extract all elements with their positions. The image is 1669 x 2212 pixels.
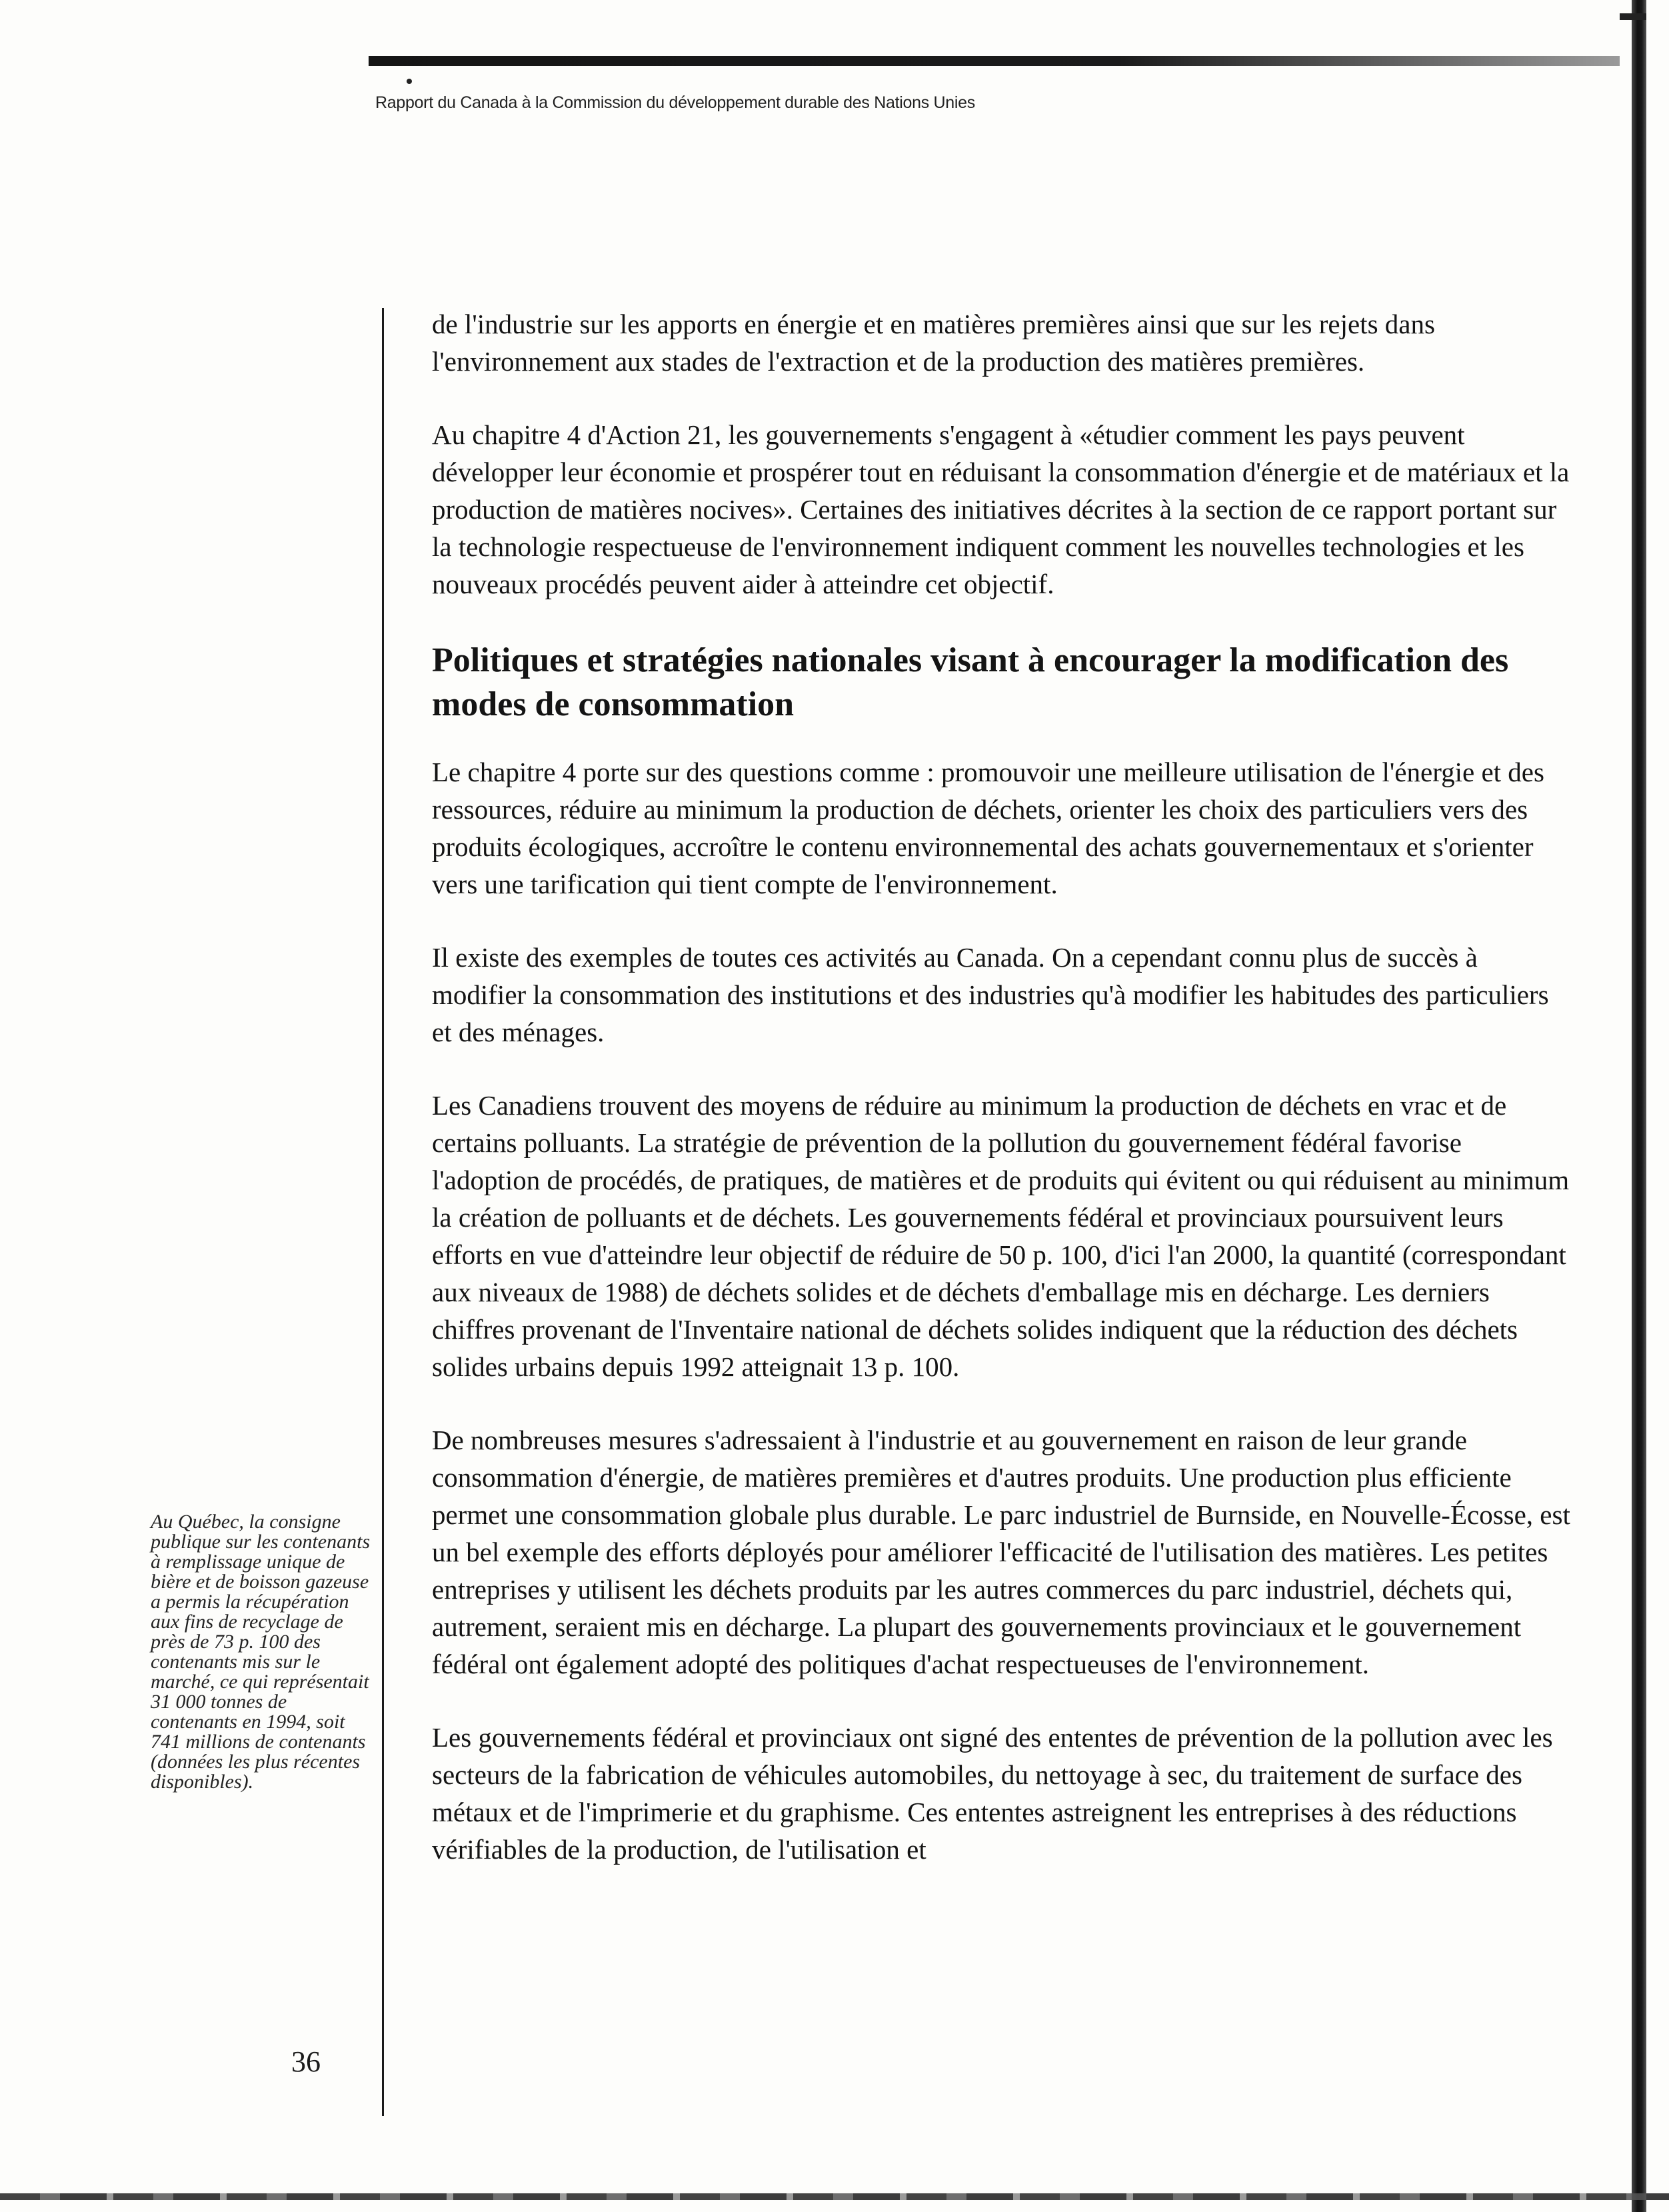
body-paragraph: Au chapitre 4 d'Action 21, les gouvernements s'engagent à «étudier comment les pays peuvent développer leur économie et prospérer tout en réduisant la consommation d'énergie et de matériaux et la production de matières nocives». Certaines des initiatives décrites à la section de ce rapport portant sur la technologie respectueuse de l'environnement indiquent comment les nouvelles technologies et les nouveaux procédés peuvent aider à atteindre cet objectif. <box>432 419 1570 599</box>
page-number: 36 <box>291 2045 321 2078</box>
main-text-column <box>432 305 1572 1904</box>
body-paragraph: Il existe des exemples de toutes ces activités au Canada. On a cependant connu plus de succès à modifier la consommation des institutions et des industries qu'à modifier les habitudes des particuliers et des ménages. <box>432 942 1549 1047</box>
header-rule <box>369 56 1620 66</box>
page-edge-hook <box>1620 13 1646 20</box>
body-paragraph: Les gouvernements fédéral et provinciaux ont signé des ententes de prévention de la pollution avec les secteurs de la fabrication de véhicules automobiles, du nettoyage à sec, du traitement de surface des métaux et de l'imprimerie et du graphisme. Ces ententes astreignent les entreprises à des réductions vérifiables de la production, de l'utilisation et <box>432 1722 1553 1865</box>
section-heading: Politiques et stratégies nationales visant à encourager la modification des modes de consommation <box>432 641 1509 723</box>
body-paragraph: de l'industrie sur les apports en énergie et en matières premières ainsi que sur les rejets dans l'environnement aux stades de l'extraction et de la production des matières premières. <box>432 309 1435 377</box>
body-paragraph: Les Canadiens trouvent des moyens de réduire au minimum la production de déchets en vrac et de certains polluants. La stratégie de prévention de la pollution du gouvernement fédéral favorise l'adoption de procédés, de pratiques, de matières et de produits qui évitent ou qui réduisent au minimum la création de polluants et de déchets. Les gouvernements fédéral et provinciaux poursuivent leurs efforts en vue d'atteindre leur objectif de réduire de 50 p. 100, d'ici l'an 2000, la quantité (correspondant aux niveaux de 1988) de déchets solides et de déchets d'emballage mis en décharge. Les derniers chiffres provenant de l'Inventaire national de déchets solides indiquent que la réduction des déchets solides urbains depuis 1992 atteignait 13 p. 100. <box>432 1090 1570 1382</box>
page-edge-bar <box>1632 0 1646 2212</box>
column-divider <box>382 308 384 2116</box>
header-dot <box>407 79 412 84</box>
body-paragraph: Le chapitre 4 porte sur des questions comme : promouvoir une meilleure utilisation de l'énergie et des ressources, réduire au minimum la production de déchets, orienter les choix des particuliers vers des produits écologiques, accroître le contenu environnemental des achats gouvernementaux et s'orienter vers une tarification qui tient compte de l'environnement. <box>432 757 1544 899</box>
running-head: Rapport du Canada à la Commission du développement durable des Nations Unies <box>375 93 975 112</box>
body-paragraph: De nombreuses mesures s'adressaient à l'industrie et au gouvernement en raison de leur grande consommation d'énergie, de matières premières et d'autres produits. Une production plus efficiente permet une consommation globale plus durable. Le parc industriel de Burnside, en Nouvelle-Écosse, est un bel exemple des efforts déployés pour améliorer l'efficacité de l'utilisation des matières. Les petites entreprises y utilisent les déchets produits par les autres commerces du parc industriel, déchets qui, autrement, seraient mis en décharge. La plupart des gouvernements provinciaux et le gouvernement fédéral ont également adopté des politiques d'achat respectueuses de l'environnement. <box>432 1425 1570 1679</box>
footer-scan-edge <box>0 2193 1669 2200</box>
margin-sidenote: Au Québec, la consigne publique sur les contenants à remplissage unique de bière et de boisson gazeuse a permis la récupération aux fins de recyclage de près de 73 p. 100 des contenants mis sur le marché, ce qui représentait 31 000 tonnes de contenants en 1994, soit 741 millions de contenants (données les plus récentes disponibles). <box>151 1511 371 1793</box>
